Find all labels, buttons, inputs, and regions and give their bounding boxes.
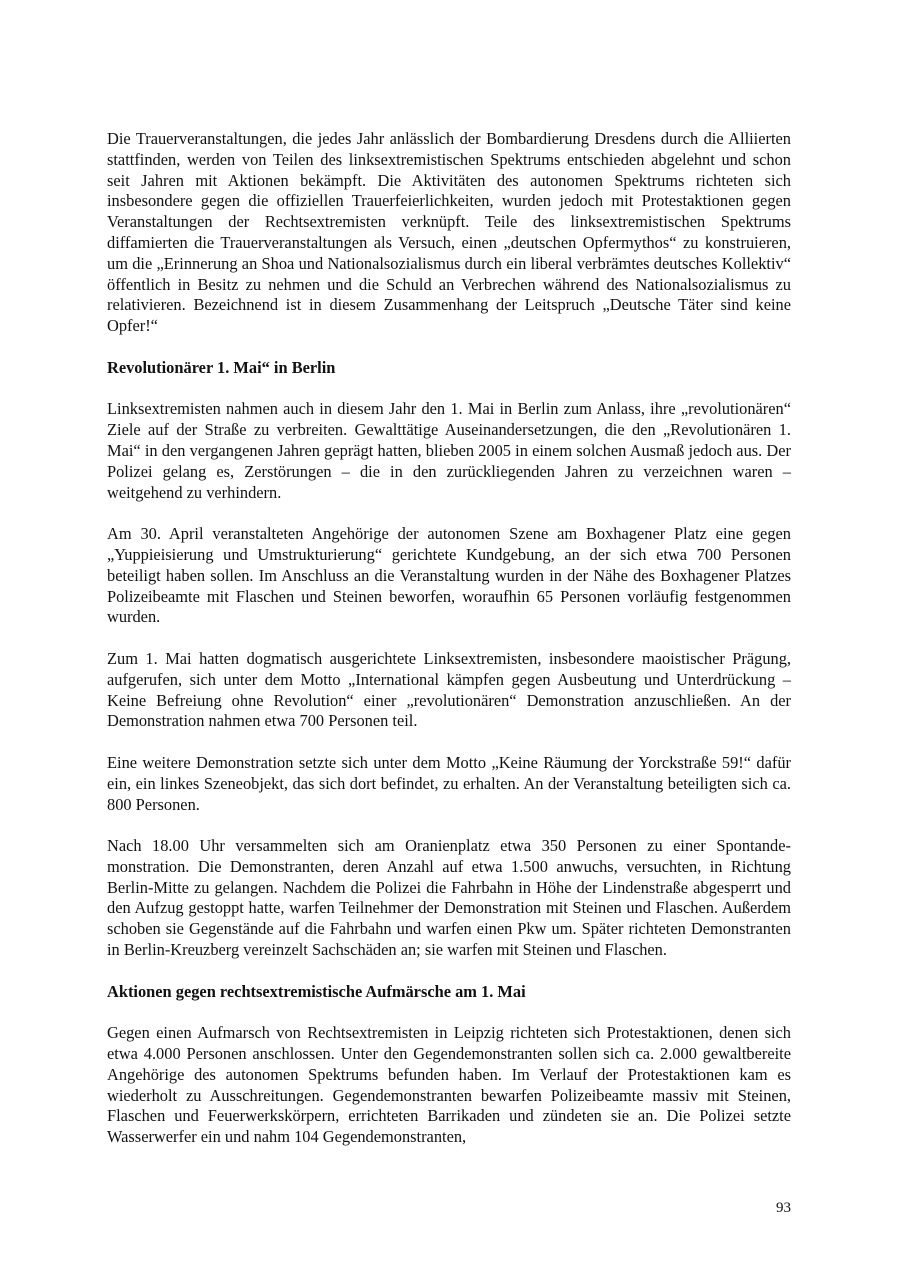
heading-counter-actions: Aktionen gegen rechtsextremistische Aufmärsche am 1. Mai <box>107 981 526 1001</box>
paragraph-yorckstrasse: Eine weitere Demonstration setzte sich unter dem Motto „Keine Räumung der Yorckstraße 59!“ dafür ein, ein linkes Szeneobjekt, das sich dort befindet, zu erhalten. An der Veranstaltung beteiligten sich ca. 800 Personen. <box>107 752 791 814</box>
page-body <box>107 129 791 1169</box>
paragraph-maoist-demonstration: Zum 1. Mai hatten dogmatisch ausgerichtete Linksextremisten, insbesondere maoistischer Prägung, aufgerufen, sich unter dem Motto „International kämpfen gegen Ausbeutung und Unterdrückung – Keine Befreiung ohne Revolution“ einer „revolutionären“ Demonstration anzuschließen. An der Demonstration nahmen etwa 700 Personen teil. <box>107 648 791 731</box>
heading-revolutionary-may-day: Revolutionärer 1. Mai“ in Berlin <box>107 357 336 377</box>
paragraph-may-day-intro: Linksextremisten nahmen auch in diesem Jahr den 1. Mai in Berlin zum Anlass, ihre „revolutionären“ Ziele auf der Straße zu verbreiten. Gewalttätige Auseinandersetzungen, die den „Revolutionären 1. Mai“ in den vergangenen Jahren geprägt hatten, blieben 2005 in einem solchen Ausmaß jedoch aus. Der Polizei gelang es, Zerstörungen – die in den zurückliegenden Jahren zu verzeichnen waren – weitgehend zu verhindern. <box>107 399 791 502</box>
page-number: 93 <box>776 1200 791 1216</box>
paragraph-boxhagener-platz: Am 30. April veranstalteten Angehörige der autonomen Szene am Boxhagener Platz eine gegen „Yuppieisierung und Umstrukturierung“ gerichtete Kundgebung, an der sich etwa 700 Personen beteiligt haben sollen. Im Anschluss an die Veranstaltung wurden in der Nähe des Boxhagener Platzes Polizeibeamte mit Flaschen und Steinen beworfen, woraufhin 65 Personen vorläufig festgenommen wurden. <box>107 524 791 627</box>
paragraph-leipzig: Gegen einen Aufmarsch von Rechtsextremisten in Leipzig richteten sich Protestaktionen, denen sich etwa 4.000 Personen anschlossen. Unter den Gegendemonstranten sollen sich ca. 2.000 gewaltbereite Angehörige des autonomen Spektrums befunden haben. Im Verlauf der Protestaktionen kam es wiederholt zu Ausschreitungen. Gegendemonstranten bewarfen Polizeibeamte massiv mit Steinen, Flaschen und Feuerwerkskörpern, errichteten Barrikaden und zündeten sie an. Die Polizei setzte Wasserwerfer ein und nahm 104 Gegendemonstranten, <box>107 1023 791 1147</box>
paragraph-dresden: Die Trauerveranstaltungen, die jedes Jahr anlässlich der Bombardierung Dresdens durch die Alliierten stattfinden, werden von Teilen des linksextremistischen Spektrums entschieden abgelehnt und schon seit Jahren mit Aktionen bekämpft. Die Aktivitäten des autonomen Spektrums richteten sich insbesondere gegen die offiziellen Trauerfeierlichkeiten, wurden jedoch mit Protestaktionen gegen Veranstaltungen der Rechtsextremisten verknüpft. Teile des linksextremistischen Spektrums diffamierten die Trauerveranstaltungen als Versuch, einen „deutschen Opfermythos“ zu konstruieren, um die „Erinnerung an Shoa und Nationalsozialismus durch ein liberal verbrämtes deutsches Kollektiv“ öffentlich in Besitz zu nehmen und die Schuld an Verbrechen während des Nationalsozialismus zu relativieren. Bezeichnend ist in diesem Zusammenhang der Leitspruch „Deutsche Täter sind keine Opfer!“ <box>107 129 791 336</box>
paragraph-oranienplatz: Nach 18.00 Uhr versammelten sich am Oranienplatz etwa 350 Personen zu einer Spontandemonstration. Die Demonstranten, deren Anzahl auf etwa 1.500 anwuchs, versuchten, in Richtung Berlin-Mitte zu gelangen. Nachdem die Polizei die Fahrbahn in Höhe der Lindenstraße abgesperrt und den Aufzug gestoppt hatte, warfen Teilnehmer der Demonstration mit Steinen und Flaschen. Außerdem schoben sie Gegenstände auf die Fahrbahn und warfen einen Pkw um. Später richteten Demonstranten in Berlin-Kreuzberg vereinzelt Sachschäden an; sie warfen mit Steinen und Flaschen. <box>107 836 791 960</box>
